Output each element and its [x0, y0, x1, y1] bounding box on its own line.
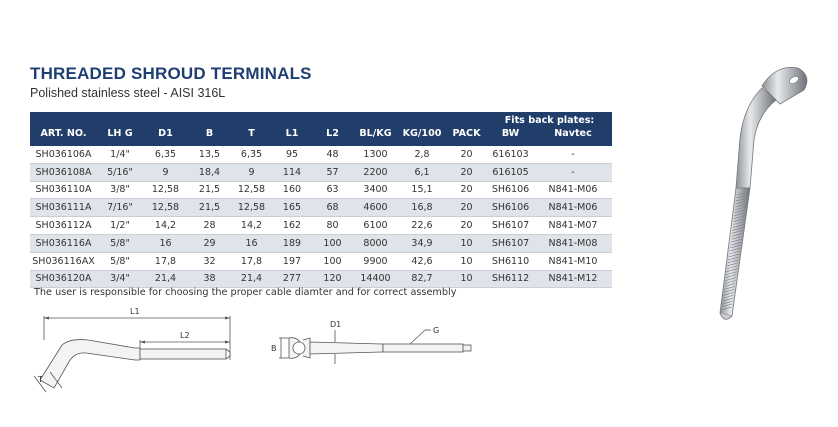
table-cell: 12,58 — [237, 184, 266, 196]
table-cell: SH6107 — [491, 220, 530, 232]
table-cell: SH6107 — [491, 237, 530, 249]
table-cell: N841-M08 — [548, 237, 598, 249]
table-cell: 197 — [282, 255, 302, 267]
table-cell: SH6106 — [491, 202, 530, 214]
column-header: KG/100 — [402, 128, 442, 139]
column-header: LH G — [107, 128, 133, 139]
table-cell: 100 — [323, 237, 342, 249]
footnote: The user is responsible for choosing the proper cable diamter and for correct assembly — [34, 287, 457, 298]
table-cell: 16 — [159, 237, 172, 249]
table-cell: 9 — [248, 166, 255, 178]
column-header: T — [248, 128, 255, 139]
terminal-front-view-drawing — [265, 318, 480, 383]
table-cell: - — [571, 148, 575, 160]
table-cell: 160 — [282, 184, 302, 196]
table-cell: N841-M06 — [548, 184, 598, 196]
table-cell: 48 — [326, 148, 339, 160]
table-cell: 5/8" — [110, 255, 130, 267]
column-header: L1 — [285, 128, 299, 139]
l1-label: L1 — [130, 307, 140, 316]
table-cell: 277 — [282, 273, 302, 285]
table-cell: 165 — [282, 202, 302, 214]
table-cell: 114 — [282, 166, 302, 178]
table-cell: 6100 — [363, 220, 388, 232]
table-row — [30, 270, 612, 288]
table-cell: 7/16" — [107, 202, 133, 214]
table-cell: 5/16" — [107, 166, 133, 178]
table-cell: 1300 — [363, 148, 388, 160]
column-header: L2 — [326, 128, 339, 139]
table-cell: 1/2" — [110, 220, 130, 232]
page-subtitle: Polished stainless steel - AISI 316L — [30, 86, 226, 100]
table-cell: 20 — [460, 202, 473, 214]
table-cell: SH036120A — [35, 273, 92, 285]
table-row — [30, 199, 612, 217]
table-cell: 20 — [460, 220, 473, 232]
table-cell: 3/4" — [110, 273, 130, 285]
table-cell: N841-M07 — [548, 220, 598, 232]
table-cell: 14,2 — [154, 220, 177, 232]
table-cell: 12,58 — [237, 202, 266, 214]
table-cell: SH036110A — [35, 184, 92, 196]
table-cell: 10 — [460, 255, 473, 267]
shroud-terminal-product-image — [680, 58, 820, 333]
table-column-header-row — [30, 128, 612, 146]
column-header: Navtec — [554, 128, 592, 139]
table-cell: N841-M12 — [548, 273, 598, 285]
table-cell: 95 — [285, 148, 299, 160]
table-cell: SH6112 — [491, 273, 530, 285]
table-cell: SH6106 — [491, 184, 530, 196]
table-cell: 21,5 — [198, 184, 221, 196]
table-cell: 616105 — [492, 166, 529, 178]
table-row — [30, 181, 612, 199]
table-cell: 20 — [460, 184, 473, 196]
table-cell: 2200 — [363, 166, 388, 178]
g-label: G — [433, 326, 440, 335]
table-cell: SH036106A — [35, 148, 92, 160]
table-cell: SH036116A — [35, 237, 92, 249]
table-cell: 9 — [162, 166, 169, 178]
table-cell: 32 — [203, 255, 216, 267]
table-cell: 21,4 — [154, 273, 177, 285]
l2-label: L2 — [180, 331, 190, 340]
page-title: THREADED SHROUD TERMINALS — [30, 64, 312, 83]
table-cell: 3400 — [363, 184, 388, 196]
table-cell: 63 — [326, 184, 339, 196]
table-cell: 14400 — [360, 273, 391, 285]
table-cell: 17,8 — [240, 255, 263, 267]
table-cell: SH036116AX — [32, 255, 95, 267]
table-cell: N841-M06 — [548, 202, 598, 214]
table-cell: 6,35 — [240, 148, 263, 160]
table-cell: SH036108A — [35, 166, 92, 178]
table-cell: 57 — [326, 166, 339, 178]
table-cell: 16,8 — [411, 202, 433, 214]
table-cell: 100 — [323, 255, 342, 267]
table-body — [30, 146, 612, 288]
table-cell: 6,1 — [414, 166, 430, 178]
table-cell: 20 — [460, 166, 473, 178]
table-cell: 616103 — [492, 148, 529, 160]
table-row — [30, 146, 612, 163]
table-cell: 20 — [460, 148, 473, 160]
table-cell: 21,5 — [198, 202, 221, 214]
table-cell: 15,1 — [411, 184, 433, 196]
b-label: B — [271, 344, 277, 353]
table-cell: 38 — [203, 273, 216, 285]
table-cell: SH036112A — [35, 220, 92, 232]
table-cell: 8000 — [363, 237, 388, 249]
table-cell: 34,9 — [411, 237, 433, 249]
table-cell: 82,7 — [411, 273, 433, 285]
table-cell: 17,8 — [154, 255, 177, 267]
table-row — [30, 234, 612, 252]
table-cell: 29 — [203, 237, 216, 249]
table-cell: 10 — [460, 273, 473, 285]
table-cell: 5/8" — [110, 237, 130, 249]
table-cell: 4600 — [363, 202, 388, 214]
table-cell: 80 — [326, 220, 339, 232]
table-cell: 42,6 — [411, 255, 433, 267]
fits-back-plates-header: Fits back plates: — [504, 114, 595, 126]
table-row — [30, 217, 612, 235]
table-cell: 120 — [323, 273, 342, 285]
table-cell: 1/4" — [110, 148, 130, 160]
table-cell: 68 — [326, 202, 339, 214]
table-cell: SH036111A — [35, 202, 92, 214]
table-cell: N841-M10 — [548, 255, 598, 267]
table-cell: 189 — [282, 237, 302, 249]
table-row — [30, 252, 612, 270]
table-cell: 13,5 — [198, 148, 221, 160]
table-row — [30, 163, 612, 181]
column-header: B — [205, 128, 214, 139]
table-cell: 10 — [460, 237, 473, 249]
d1-label: D1 — [330, 320, 342, 329]
table-cell: 6,35 — [154, 148, 177, 160]
table-cell: SH6110 — [491, 255, 530, 267]
table-cell: 12,58 — [151, 184, 180, 196]
table-cell: 22,6 — [411, 220, 433, 232]
table-cell: 21,4 — [240, 273, 263, 285]
table-cell: 16 — [245, 237, 258, 249]
table-cell: 3/8" — [110, 184, 130, 196]
column-header: ART. NO. — [40, 128, 87, 139]
t-label: T — [38, 375, 43, 384]
terminal-side-view-drawing — [30, 300, 250, 395]
column-header: PACK — [452, 128, 481, 139]
column-header: D1 — [158, 128, 173, 139]
table-cell: 9900 — [363, 255, 388, 267]
table-cell: 14,2 — [240, 220, 263, 232]
column-header: BL/KG — [359, 128, 392, 139]
table-cell: 28 — [203, 220, 216, 232]
column-header: BW — [501, 128, 520, 139]
table-cell: 18,4 — [198, 166, 221, 178]
table-cell: - — [571, 166, 575, 178]
table-group-header-row — [30, 112, 612, 128]
spec-table — [30, 112, 612, 288]
table-cell: 12,58 — [151, 202, 180, 214]
table-cell: 2,8 — [414, 148, 430, 160]
table-cell: 162 — [282, 220, 302, 232]
